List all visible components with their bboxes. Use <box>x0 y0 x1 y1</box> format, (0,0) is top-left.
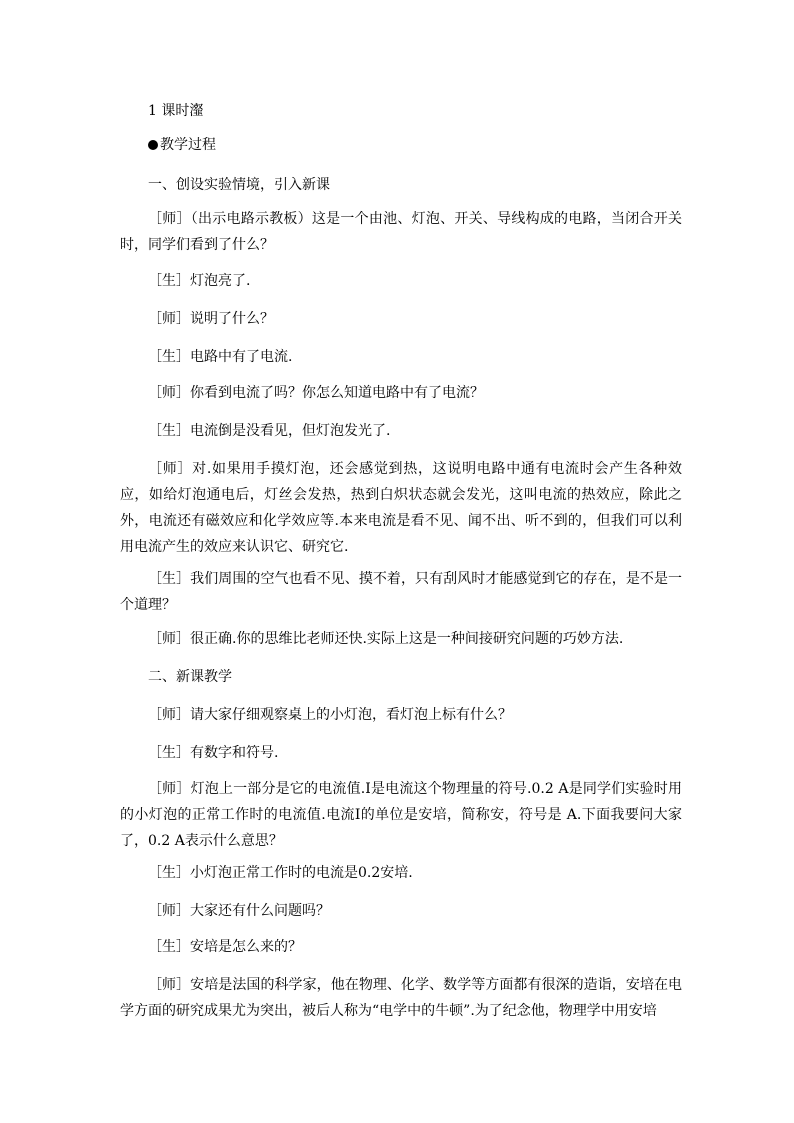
dialogue-line: ［师］请大家仔细观察桌上的小灯泡，看灯泡上标有什么？ <box>148 707 512 723</box>
dialogue-line: ［师］（出示电路示教板）这是一个由池、灯泡、开关、导线构成的电路，当闭合开关时，同学们看到了什么？ <box>120 211 683 253</box>
dialogue-line: ［师］大家还有什么问题吗？ <box>148 903 330 919</box>
dialogue-line: ［生］灯泡亮了. <box>148 273 251 289</box>
dialogue-line: ［师］安培是法国的科学家，他在物理、化学、数学等方面都有很深的造诣，安培在电学方面的研究成果尤为突出，被后人称为“电学中的牛顿”.为了纪念他，物理学中用安培 <box>120 977 683 1019</box>
heading-2: 二、新课教学 <box>148 669 232 685</box>
bullet-icon <box>148 140 158 150</box>
heading-1: 一、创设实验情境，引入新课 <box>148 177 330 193</box>
dialogue-line: ［师］很正确.你的思维比老师还快.实际上这是一种间接研究问题的巧妙方法. <box>148 631 624 647</box>
dialogue-line: ［生］小灯泡正常工作时的电流是0.2安培. <box>148 865 413 881</box>
section-process-heading: 教学过程 <box>148 132 678 158</box>
lesson-time: 1 课时瀣 <box>148 103 204 119</box>
dialogue-line: ［生］安培是怎么来的？ <box>148 939 302 955</box>
dialogue-line: ［师］灯泡上一部分是它的电流值.I是电流这个物理量的符号.0.2 A是同学们实验时用的小灯泡的正常工作时的电流值.电流I的单位是安培，简称安，符号是 A.下面我要问大家了，0.2 A表示什么意思？ <box>120 781 682 849</box>
dialogue-line: ［生］电流倒是没看见，但灯泡发光了. <box>148 423 391 439</box>
dialogue-line: ［师］说明了什么？ <box>148 311 274 327</box>
dialogue-line: ［生］电路中有了电流. <box>148 349 293 365</box>
dialogue-line: ［生］有数字和符号. <box>148 745 279 761</box>
dialogue-line: ［生］我们周围的空气也看不见、摸不着，只有刮风时才能感觉到它的存在，是不是一个道理？ <box>120 571 683 613</box>
dialogue-line: ［师］你看到电流了吗？你怎么知道电路中有了电流？ <box>148 385 484 401</box>
dialogue-line: ［师］对.如果用手摸灯泡，还会感觉到热，这说明电路中通有电流时会产生各种效应，如给灯泡通电后，灯丝会发热，热到白炽状态就会发光，这叫电流的热效应，除此之外，电流还有磁效应和化学效应等.本来电流是看不见、闻不出、听不到的，但我们可以利用电流产生的效应来认识它、研究它. <box>120 461 683 555</box>
